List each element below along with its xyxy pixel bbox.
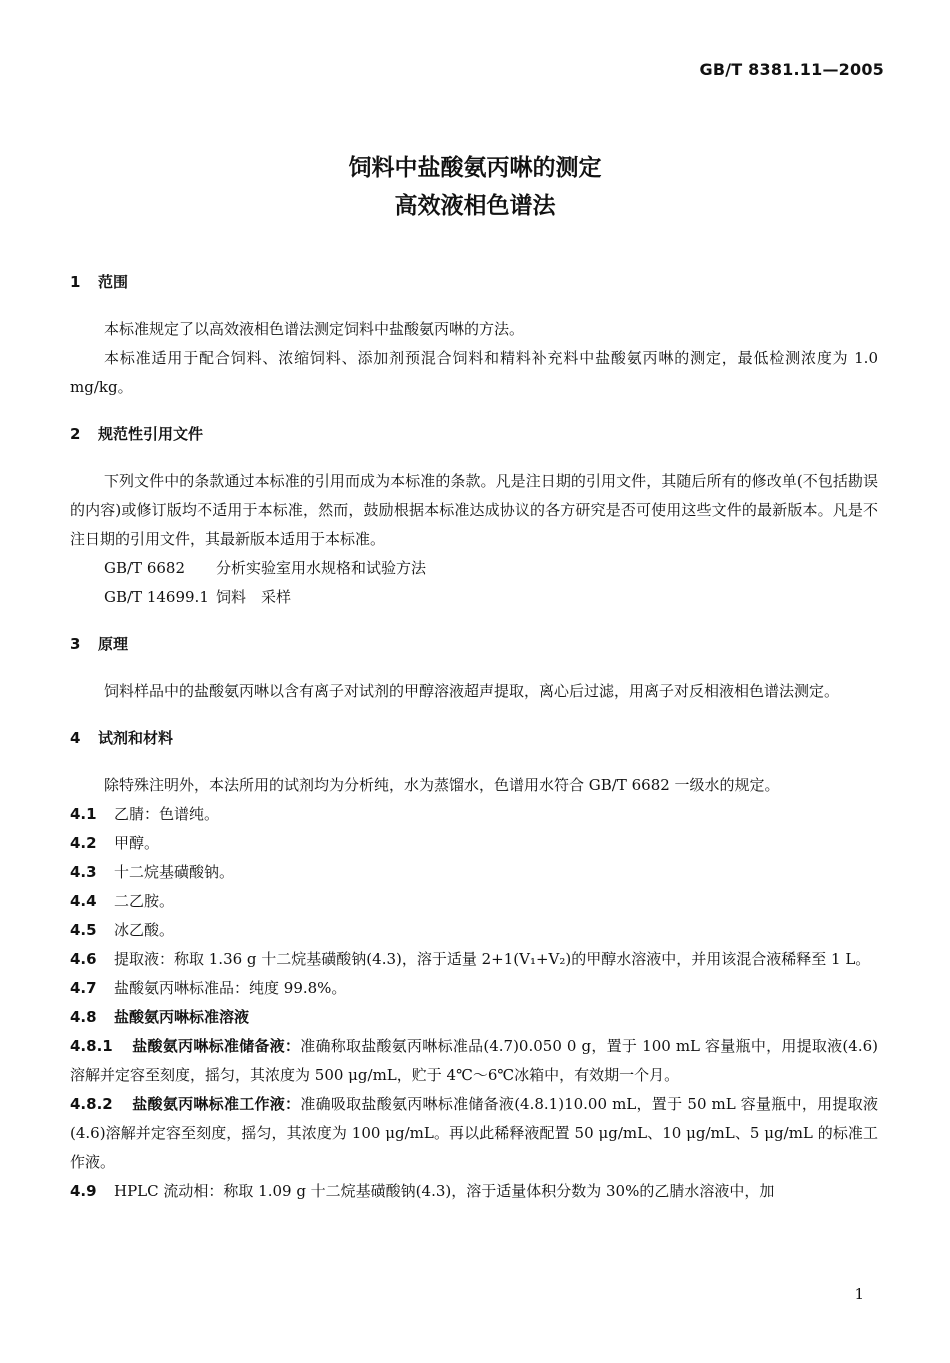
paragraph: 除特殊注明外，本法所用的试剂均为分析纯，水为蒸馏水，色谱用水符合 GB/T 6682 一级水的规定。 <box>104 776 780 794</box>
section-heading-principle <box>70 630 878 659</box>
reference-code: GB/T 6682 <box>104 559 186 577</box>
item-text: 冰乙酸。 <box>114 921 175 939</box>
section-number: 2 <box>70 425 81 443</box>
section-title: 原理 <box>98 635 129 653</box>
item-label: 盐酸氨丙啉标准工作液： <box>132 1095 301 1113</box>
item-label: 盐酸氨丙啉标准储备液： <box>132 1037 301 1055</box>
reference-item <box>70 583 878 612</box>
paragraph: 饲料样品中的盐酸氨丙啉以含有离子对试剂的甲醇溶液超声提取，离心后过滤，用离子对反相液相色谱法测定。 <box>104 682 840 700</box>
list-item <box>70 916 878 945</box>
reference-item <box>70 554 878 583</box>
standard-code: GB/T 8381.11—2005 <box>699 60 884 79</box>
list-item <box>70 945 878 974</box>
item-text: 提取液：称取 1.36 g 十二烷基磺酸钠(4.3)，溶于适量 2+1(V₁+V₂)的甲醇水溶液中，并用该混合液稀释至 1 L。 <box>114 950 871 968</box>
section-heading-scope <box>70 268 878 297</box>
section-number: 1 <box>70 273 81 291</box>
item-number: 4.1 <box>70 805 97 823</box>
item-number: 4.3 <box>70 863 97 881</box>
item-number: 4.6 <box>70 950 97 968</box>
document-subtitle: 高效液相色谱法 <box>394 193 556 219</box>
list-item <box>70 858 878 887</box>
item-text: 盐酸氨丙啉标准品：纯度 99.8%。 <box>114 979 347 997</box>
list-item <box>70 1003 878 1032</box>
document-title: 饲料中盐酸氨丙啉的测定 <box>348 155 602 181</box>
reference-title: 分析实验室用水规格和试验方法 <box>216 559 427 577</box>
section-heading-reagents <box>70 724 878 753</box>
section-title: 规范性引用文件 <box>98 425 204 443</box>
list-item <box>70 800 878 829</box>
item-number: 4.7 <box>70 979 97 997</box>
section-title: 试剂和材料 <box>98 729 174 747</box>
list-item <box>70 1032 878 1090</box>
item-text: 准确吸取盐酸氨丙啉标准储备液(4.8.1)10.00 mL，置于 50 mL 容量瓶中，用提取液(4.6)溶解并定容至刻度，摇匀，其浓度为 100 μg/mL。再以此稀释液配置 50 μg/mL、10 μg/mL、5 μg/mL 的标准工作液。 <box>70 1095 878 1171</box>
section-title: 范围 <box>98 273 129 291</box>
list-item <box>70 829 878 858</box>
item-number: 4.9 <box>70 1182 97 1200</box>
item-number: 4.2 <box>70 834 97 852</box>
list-item <box>70 1090 878 1177</box>
item-text: 盐酸氨丙啉标准溶液 <box>114 1008 250 1026</box>
paragraph: 下列文件中的条款通过本标准的引用而成为本标准的条款。凡是注日期的引用文件，其随后所有的修改单(不包括勘误的内容)或修订版均不适用于本标准，然而，鼓励根据本标准达成协议的各方研究是否可使用这些文件的最新版本。凡是不注日期的引用文件，其最新版本适用于本标准。 <box>70 472 878 548</box>
item-number: 4.4 <box>70 892 97 910</box>
list-item <box>70 1177 878 1206</box>
item-text: 准确称取盐酸氨丙啉标准品(4.7)0.050 0 g，置于 100 mL 容量瓶中，用提取液(4.6)溶解并定容至刻度，摇匀，其浓度为 500 μg/mL，贮于 4℃～6℃冰箱中，有效期一个月。 <box>70 1037 878 1084</box>
list-item <box>70 974 878 1003</box>
item-number: 4.8 <box>70 1008 97 1026</box>
section-heading-normative-references <box>70 420 878 449</box>
page-number: 1 <box>854 1285 864 1303</box>
item-text: 乙腈：色谱纯。 <box>114 805 220 823</box>
section-number: 3 <box>70 635 81 653</box>
document-body <box>70 268 878 1206</box>
item-number: 4.5 <box>70 921 97 939</box>
item-text: 甲醇。 <box>114 834 160 852</box>
item-number: 4.8.1 <box>70 1037 113 1055</box>
item-text: 二乙胺。 <box>114 892 175 910</box>
list-item <box>70 887 878 916</box>
item-text: HPLC 流动相：称取 1.09 g 十二烷基磺酸钠(4.3)，溶于适量体积分数为 30%的乙腈水溶液中，加 <box>114 1182 775 1200</box>
reference-title: 饲料 采样 <box>216 588 292 606</box>
item-number: 4.8.2 <box>70 1095 113 1113</box>
item-text: 十二烷基磺酸钠。 <box>114 863 235 881</box>
paragraph: 本标准适用于配合饲料、浓缩饲料、添加剂预混合饲料和精料补充料中盐酸氨丙啉的测定，最低检测浓度为 1.0 mg/kg。 <box>70 349 878 396</box>
reference-code: GB/T 14699.1 <box>104 588 209 606</box>
paragraph: 本标准规定了以高效液相色谱法测定饲料中盐酸氨丙啉的方法。 <box>104 320 525 338</box>
section-number: 4 <box>70 729 81 747</box>
